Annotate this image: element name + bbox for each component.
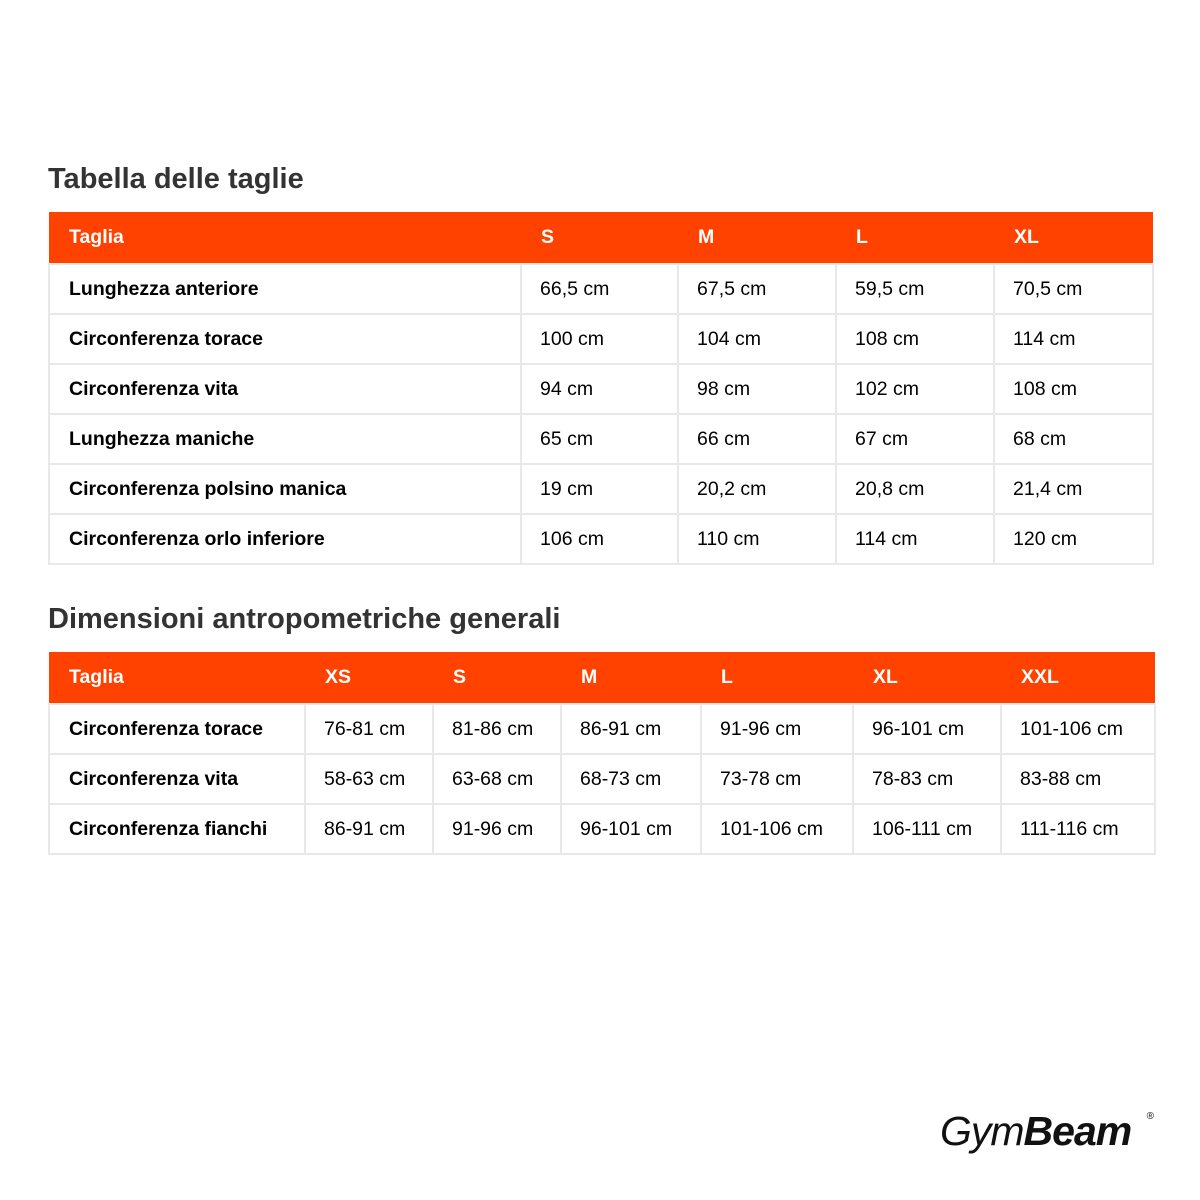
row-label: Circonferenza fianchi xyxy=(49,804,305,854)
table-row xyxy=(49,754,1155,804)
table-cell: 21,4 cm xyxy=(994,464,1153,514)
table-cell: 106 cm xyxy=(521,514,678,564)
header-cell-xl: XL xyxy=(853,652,1001,704)
table-cell: 111-116 cm xyxy=(1001,804,1155,854)
row-label: Lunghezza maniche xyxy=(49,414,521,464)
table-cell: 65 cm xyxy=(521,414,678,464)
header-cell-m: M xyxy=(678,212,836,264)
size-table-title: Tabella delle taglie xyxy=(48,163,304,195)
table-cell: 67,5 cm xyxy=(678,264,836,314)
table-cell: 108 cm xyxy=(994,364,1153,414)
table-cell: 96-101 cm xyxy=(561,804,701,854)
table-cell: 67 cm xyxy=(836,414,994,464)
table-cell: 120 cm xyxy=(994,514,1153,564)
anthropometric-table-title: Dimensioni antropometriche generali xyxy=(48,603,561,635)
header-cell-xxl: XXL xyxy=(1001,652,1155,704)
row-label: Circonferenza torace xyxy=(49,314,521,364)
table-cell: 59,5 cm xyxy=(836,264,994,314)
table-cell: 20,2 cm xyxy=(678,464,836,514)
table-cell: 96-101 cm xyxy=(853,704,1001,754)
table-row xyxy=(49,264,1153,314)
table-cell: 68-73 cm xyxy=(561,754,701,804)
header-cell-s: S xyxy=(521,212,678,264)
header-cell-l: L xyxy=(836,212,994,264)
anthropometric-table xyxy=(48,652,1156,855)
header-cell-size: Taglia xyxy=(49,212,521,264)
table-cell: 100 cm xyxy=(521,314,678,364)
header-cell-l: L xyxy=(701,652,853,704)
table-cell: 114 cm xyxy=(836,514,994,564)
table-cell: 58-63 cm xyxy=(305,754,433,804)
size-chart-table xyxy=(48,212,1154,565)
table-cell: 101-106 cm xyxy=(701,804,853,854)
logo-text-beam: Beam xyxy=(1023,1108,1132,1154)
table-cell: 98 cm xyxy=(678,364,836,414)
table-cell: 101-106 cm xyxy=(1001,704,1155,754)
row-label: Circonferenza orlo inferiore xyxy=(49,514,521,564)
row-label: Lunghezza anteriore xyxy=(49,264,521,314)
table-cell: 114 cm xyxy=(994,314,1153,364)
table-cell: 83-88 cm xyxy=(1001,754,1155,804)
table-row xyxy=(49,364,1153,414)
table-cell: 66 cm xyxy=(678,414,836,464)
table-cell: 68 cm xyxy=(994,414,1153,464)
table-cell: 19 cm xyxy=(521,464,678,514)
header-cell-s: S xyxy=(433,652,561,704)
table-row xyxy=(49,464,1153,514)
table-header-row xyxy=(49,652,1155,704)
table-cell: 94 cm xyxy=(521,364,678,414)
registered-mark: ® xyxy=(1146,1111,1154,1122)
table-cell: 66,5 cm xyxy=(521,264,678,314)
header-cell-m: M xyxy=(561,652,701,704)
header-cell-xl: XL xyxy=(994,212,1153,264)
table-cell: 110 cm xyxy=(678,514,836,564)
table-cell: 102 cm xyxy=(836,364,994,414)
table-cell: 106-111 cm xyxy=(853,804,1001,854)
table-row xyxy=(49,804,1155,854)
table-cell: 78-83 cm xyxy=(853,754,1001,804)
table-cell: 108 cm xyxy=(836,314,994,364)
row-label: Circonferenza vita xyxy=(49,364,521,414)
row-label: Circonferenza vita xyxy=(49,754,305,804)
header-cell-xs: XS xyxy=(305,652,433,704)
table-row xyxy=(49,514,1153,564)
table-cell: 76-81 cm xyxy=(305,704,433,754)
logo-text-gym: Gym xyxy=(940,1108,1024,1154)
table-cell: 86-91 cm xyxy=(305,804,433,854)
table-cell: 73-78 cm xyxy=(701,754,853,804)
table-row xyxy=(49,704,1155,754)
table-row xyxy=(49,314,1153,364)
table-cell: 63-68 cm xyxy=(433,754,561,804)
table-cell: 70,5 cm xyxy=(994,264,1153,314)
table-header-row xyxy=(49,212,1153,264)
row-label: Circonferenza torace xyxy=(49,704,305,754)
table-cell: 91-96 cm xyxy=(433,804,561,854)
gymbeam-logo xyxy=(940,1106,1154,1156)
table-cell: 91-96 cm xyxy=(701,704,853,754)
table-cell: 20,8 cm xyxy=(836,464,994,514)
row-label: Circonferenza polsino manica xyxy=(49,464,521,514)
header-cell-size: Taglia xyxy=(49,652,305,704)
table-cell: 86-91 cm xyxy=(561,704,701,754)
table-row xyxy=(49,414,1153,464)
table-cell: 81-86 cm xyxy=(433,704,561,754)
table-cell: 104 cm xyxy=(678,314,836,364)
